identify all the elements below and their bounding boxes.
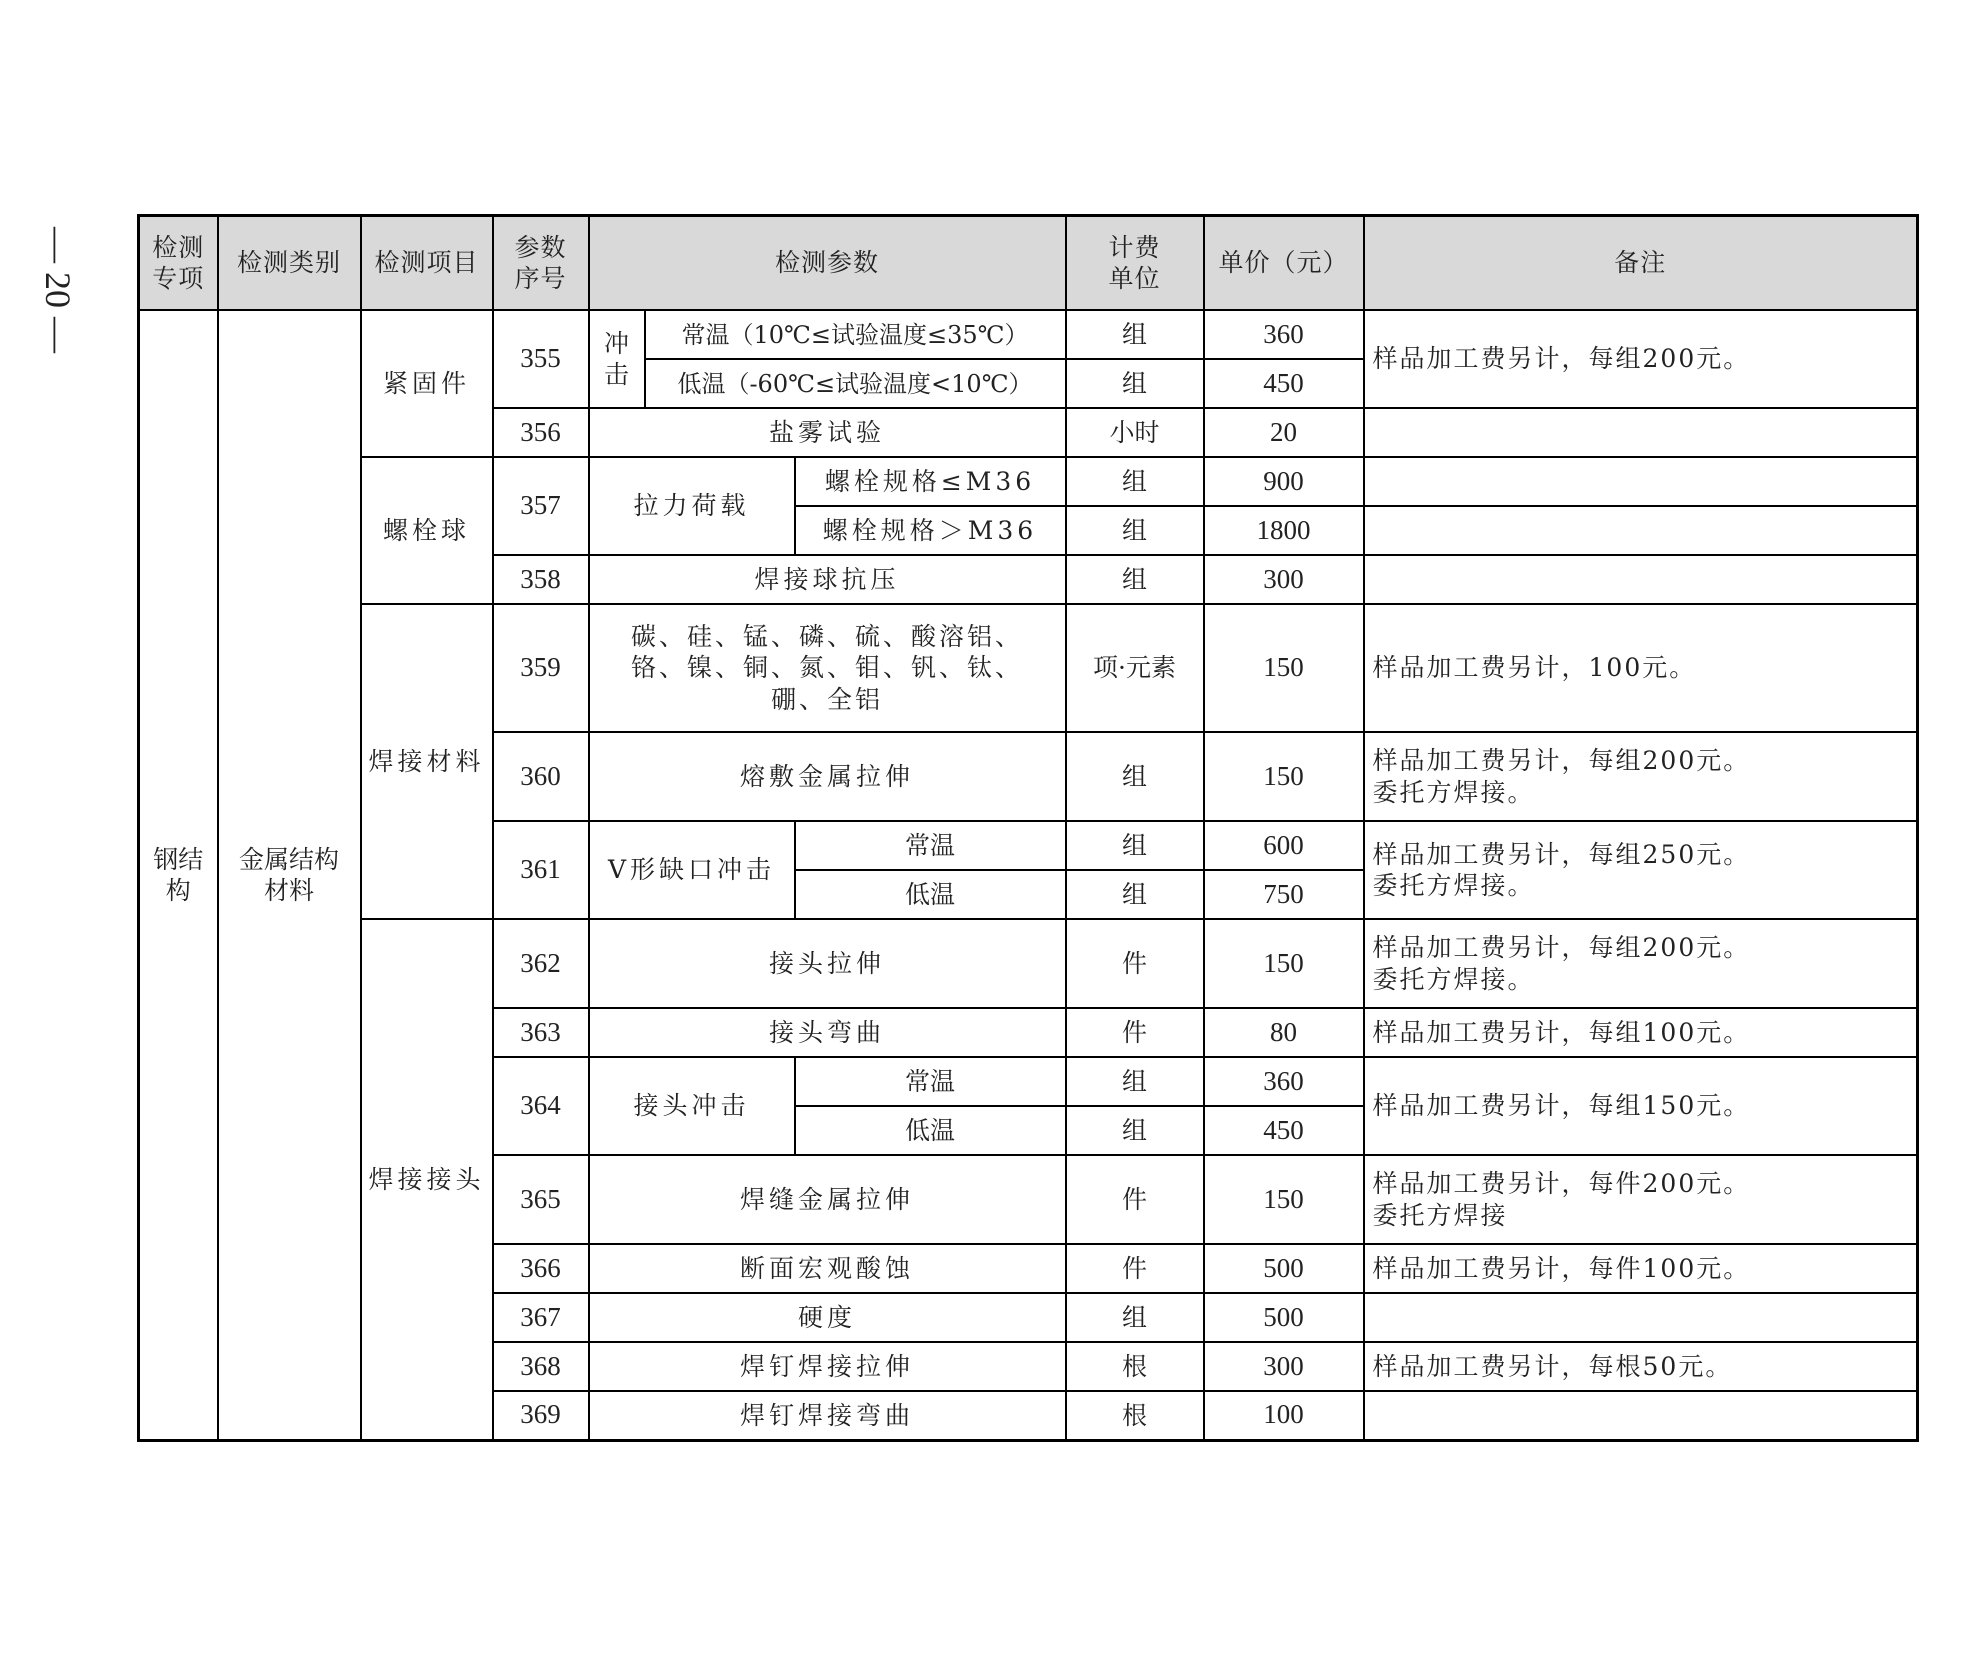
remark-line: 样品加工费另计，每组250元。 — [1372, 839, 1751, 869]
remark-cell: 样品加工费另计，每件100元。 — [1364, 1244, 1918, 1293]
param-line: 碳、硅、锰、磷、硫、酸溶铝、 — [631, 622, 1024, 652]
header-price: 单价（元） — [1204, 216, 1364, 311]
unit-cell: 件 — [1066, 919, 1204, 1008]
param-cell — [589, 604, 1066, 732]
remark-cell — [1364, 457, 1918, 506]
param-line: 硼、全铝 — [771, 684, 884, 714]
unit-cell: 组 — [1066, 732, 1204, 821]
param-sub-cell: 螺栓规格≤M36 — [795, 457, 1066, 506]
param-group-cell: 拉力荷载 — [589, 457, 795, 555]
param-cell: 焊钉焊接拉伸 — [589, 1342, 1066, 1391]
price-cell: 500 — [1204, 1244, 1364, 1293]
header-unit: 计费 单位 — [1066, 216, 1204, 311]
seq-cell: 362 — [493, 919, 589, 1008]
seq-cell: 357 — [493, 457, 589, 555]
param-group-char: 击 — [603, 360, 629, 389]
param-sub-cell: 常温 — [795, 1057, 1066, 1106]
unit-cell: 组 — [1066, 1057, 1204, 1106]
remark-cell: 样品加工费另计，每根50元。 — [1364, 1342, 1918, 1391]
unit-cell: 组 — [1066, 870, 1204, 919]
remark-cell — [1364, 555, 1918, 604]
unit-cell: 组 — [1066, 821, 1204, 870]
remark-cell — [1364, 821, 1918, 919]
param-group-char: 冲 — [603, 328, 629, 358]
remark-cell — [1364, 1391, 1918, 1440]
price-cell: 360 — [1204, 310, 1364, 359]
price-cell: 80 — [1204, 1008, 1364, 1057]
item-weld-joint: 焊接接头 — [361, 919, 493, 1440]
param-sub-cell: 螺栓规格＞M36 — [795, 506, 1066, 555]
unit-cell: 项·元素 — [1066, 604, 1204, 732]
price-cell: 300 — [1204, 555, 1364, 604]
seq-cell: 365 — [493, 1155, 589, 1244]
param-sub-cell: 低温 — [795, 1106, 1066, 1155]
unit-cell: 组 — [1066, 1293, 1204, 1342]
seq-cell: 356 — [493, 408, 589, 457]
unit-cell: 小时 — [1066, 408, 1204, 457]
remark-cell: 样品加工费另计，每组200元。 — [1364, 310, 1918, 408]
header-param: 检测参数 — [589, 216, 1066, 311]
seq-cell: 367 — [493, 1293, 589, 1342]
param-cell: 熔敷金属拉伸 — [589, 732, 1066, 821]
remark-cell — [1364, 1155, 1918, 1244]
price-cell: 300 — [1204, 1342, 1364, 1391]
param-group-cell: 接头冲击 — [589, 1057, 795, 1155]
remark-cell: 样品加工费另计，每组100元。 — [1364, 1008, 1918, 1057]
remark-cell — [1364, 732, 1918, 821]
unit-cell: 组 — [1066, 506, 1204, 555]
seq-cell: 369 — [493, 1391, 589, 1440]
price-cell: 150 — [1204, 1155, 1364, 1244]
table-row — [139, 310, 1918, 359]
price-cell: 900 — [1204, 457, 1364, 506]
param-cell: 焊缝金属拉伸 — [589, 1155, 1066, 1244]
remark-line: 样品加工费另计，每件200元。 — [1372, 1169, 1751, 1199]
remark-cell: 样品加工费另计，100元。 — [1364, 604, 1918, 732]
param-cell: 焊接球抗压 — [589, 555, 1066, 604]
param-sub-cell: 常温 — [795, 821, 1066, 870]
table-row — [139, 919, 1918, 1008]
seq-cell: 361 — [493, 821, 589, 919]
seq-cell: 360 — [493, 732, 589, 821]
seq-cell: 364 — [493, 1057, 589, 1155]
header-item: 检测项目 — [361, 216, 493, 311]
header-category: 检测类别 — [218, 216, 361, 311]
item-weld-material: 焊接材料 — [361, 604, 493, 919]
seq-cell: 363 — [493, 1008, 589, 1057]
param-cell: 接头弯曲 — [589, 1008, 1066, 1057]
param-line: 铬、镍、铜、氮、钼、钒、钛、 — [631, 653, 1024, 683]
unit-cell: 根 — [1066, 1391, 1204, 1440]
item-fastener: 紧固件 — [361, 310, 493, 457]
price-cell: 450 — [1204, 359, 1364, 408]
header-special: 检测 专项 — [139, 216, 218, 311]
price-cell: 750 — [1204, 870, 1364, 919]
param-cell: 硬度 — [589, 1293, 1066, 1342]
fee-table — [137, 214, 1919, 1442]
param-group-cell: V形缺口冲击 — [589, 821, 795, 919]
unit-cell: 件 — [1066, 1244, 1204, 1293]
price-cell: 150 — [1204, 732, 1364, 821]
page-number — [38, 220, 78, 360]
unit-cell: 组 — [1066, 457, 1204, 506]
param-cell: 焊钉焊接弯曲 — [589, 1391, 1066, 1440]
seq-cell: 358 — [493, 555, 589, 604]
price-cell: 500 — [1204, 1293, 1364, 1342]
unit-cell: 组 — [1066, 310, 1204, 359]
price-cell: 360 — [1204, 1057, 1364, 1106]
param-cell: 接头拉伸 — [589, 919, 1066, 1008]
param-group-cell — [589, 310, 645, 408]
category-cell: 金属结构 材料 — [218, 310, 361, 1440]
table-row — [139, 457, 1918, 506]
price-cell: 100 — [1204, 1391, 1364, 1440]
remark-cell — [1364, 506, 1918, 555]
special-cell: 钢结 构 — [139, 310, 218, 1440]
price-cell: 1800 — [1204, 506, 1364, 555]
unit-cell: 组 — [1066, 1106, 1204, 1155]
remark-cell — [1364, 919, 1918, 1008]
param-sub-cell: 常温（10℃≤试验温度≤35℃） — [645, 310, 1066, 359]
param-sub-cell: 低温（-60℃≤试验温度<10℃） — [645, 359, 1066, 408]
item-bolt-ball: 螺栓球 — [361, 457, 493, 604]
unit-cell: 件 — [1066, 1008, 1204, 1057]
remark-cell — [1364, 408, 1918, 457]
unit-cell: 组 — [1066, 359, 1204, 408]
page-number-text: — 20 — — [38, 227, 78, 353]
price-cell: 20 — [1204, 408, 1364, 457]
price-cell: 150 — [1204, 604, 1364, 732]
seq-cell: 355 — [493, 310, 589, 408]
remark-line: 样品加工费另计，每组200元。 — [1372, 933, 1751, 963]
header-row — [139, 216, 1918, 311]
price-cell: 450 — [1204, 1106, 1364, 1155]
table-row — [139, 604, 1918, 732]
header-remark: 备注 — [1364, 216, 1918, 311]
unit-cell: 件 — [1066, 1155, 1204, 1244]
remark-cell: 样品加工费另计，每组150元。 — [1364, 1057, 1918, 1155]
price-cell: 150 — [1204, 919, 1364, 1008]
param-cell: 断面宏观酸蚀 — [589, 1244, 1066, 1293]
remark-cell — [1364, 1293, 1918, 1342]
header-seq: 参数 序号 — [493, 216, 589, 311]
param-cell: 盐雾试验 — [589, 408, 1066, 457]
remark-line: 委托方焊接。 — [1372, 777, 1535, 807]
param-sub-cell: 低温 — [795, 870, 1066, 919]
seq-cell: 368 — [493, 1342, 589, 1391]
remark-line: 委托方焊接 — [1372, 1200, 1508, 1230]
remark-line: 委托方焊接。 — [1372, 964, 1535, 994]
seq-cell: 359 — [493, 604, 589, 732]
remark-line: 样品加工费另计，每组200元。 — [1372, 746, 1751, 776]
remark-line: 委托方焊接。 — [1372, 871, 1535, 900]
unit-cell: 根 — [1066, 1342, 1204, 1391]
seq-cell: 366 — [493, 1244, 589, 1293]
price-cell: 600 — [1204, 821, 1364, 870]
unit-cell: 组 — [1066, 555, 1204, 604]
